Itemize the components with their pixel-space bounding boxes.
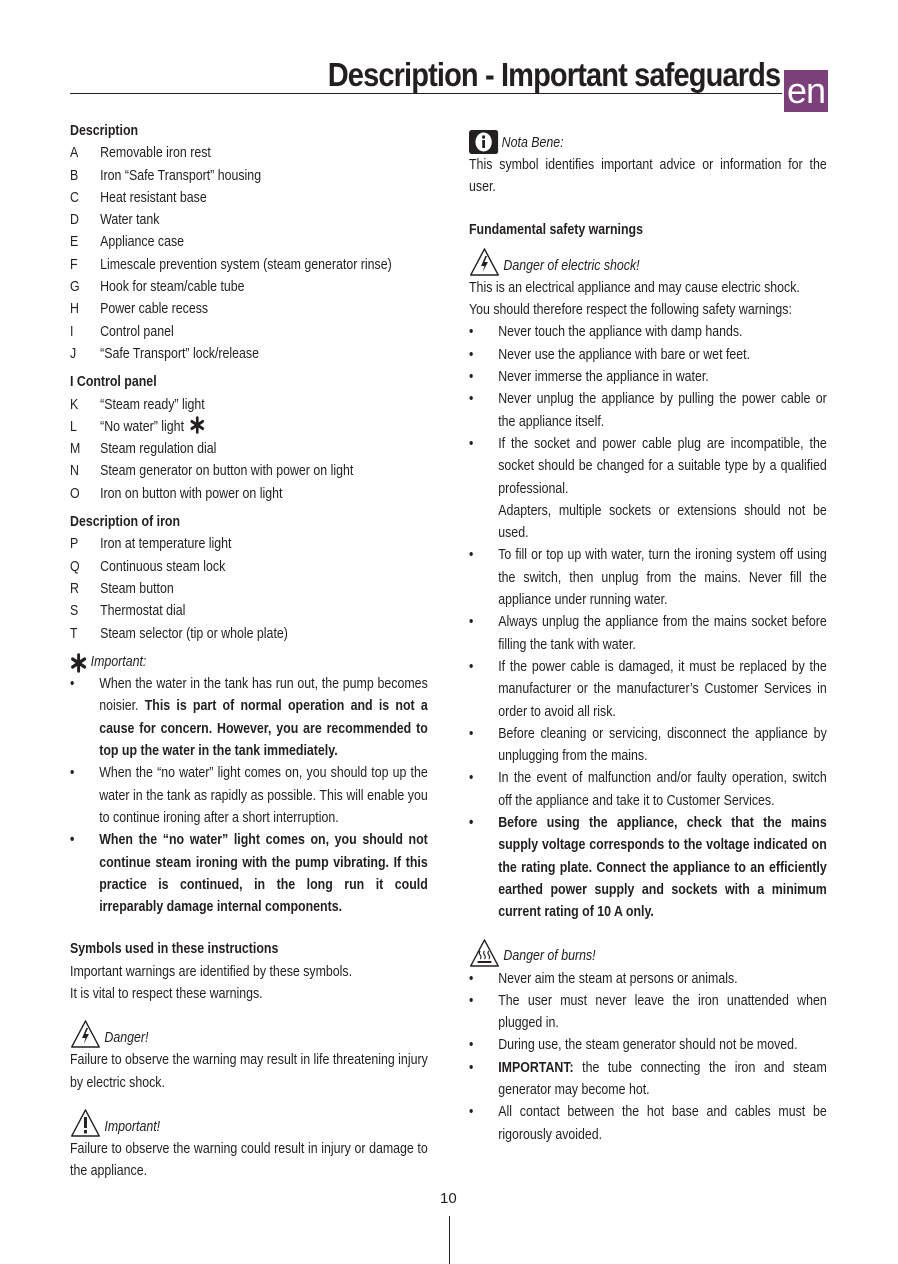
iron-heading: Description of iron [70, 514, 181, 531]
list-item: J “Safe Transport” lock/release [70, 345, 259, 362]
control-panel-heading: I Control panel [70, 374, 157, 391]
list-item: R Steam button [70, 580, 174, 597]
iron-list [70, 533, 428, 644]
right-column [469, 130, 827, 1146]
list-item: • The user must never leave the iron unattended when plugged in. [469, 992, 827, 1032]
danger-header [70, 1019, 428, 1049]
page-rule [449, 1216, 450, 1264]
list-item: • To fill or top up with water, turn the ironing system off using the switch, then unplug from the mains. Never fill the appliance under running water. [469, 547, 827, 609]
safety-heading: Fundamental safety warnings [469, 221, 643, 238]
safety-intro-1: This is an electrical appliance and may cause electric shock. [469, 279, 800, 296]
list-item: M Steam regulation dial [70, 441, 217, 458]
danger-label: Danger! [104, 1029, 149, 1046]
danger-text: Failure to observe the warning may result in life threatening injury by electric shock. [70, 1052, 428, 1091]
list-item: • All contact between the hot base and cables must be rigorously avoided. [469, 1104, 827, 1143]
description-list [70, 142, 428, 365]
burns-header [469, 938, 827, 968]
list-item: O Iron on button with power on light [70, 485, 283, 502]
safety-intro-2: You should therefore respect the following safety warnings: [469, 302, 792, 319]
list-item: G Hook for steam/cable tube [70, 279, 245, 296]
nota-bene-header [469, 130, 827, 154]
list-item: • If the socket and power cable plug are incompatible, the socket should be changed for a suitable type by a qualified professional. Adapters, multiple sockets or extensions should not be used. [469, 435, 827, 542]
list-item: E Appliance case [70, 234, 185, 251]
exclamation-warning-icon [70, 1108, 101, 1138]
list-item: H Power cable recess [70, 301, 209, 318]
hot-surface-warning-icon [469, 938, 500, 968]
list-item: • When the “no water” light comes on, you should top up the water in the tank as rapidly as possible. This will enable you to continue ironing after a short interruption. [70, 765, 428, 826]
nota-bene-label: Nota Bene: [501, 134, 564, 151]
list-item: • Never unplug the appliance by pulling the power cable or the appliance itself. [469, 391, 827, 430]
list-item: • During use, the steam generator should not be moved. [469, 1037, 798, 1054]
asterisk-icon [70, 653, 87, 673]
symbols-line-2: It is vital to respect these warnings. [70, 985, 263, 1002]
page-title: Description - Important safeguards [327, 56, 780, 93]
important-note-header [70, 651, 428, 673]
list-item: T Steam selector (tip or whole plate) [70, 625, 288, 642]
list-item: C Heat resistant base [70, 189, 207, 206]
list-item: D Water tank [70, 212, 160, 229]
list-item: • IMPORTANT: the tube connecting the iron and steam generator may become hot. [469, 1059, 827, 1098]
control-panel-list [70, 394, 428, 505]
list-item: • Never use the appliance with bare or wet feet. [469, 346, 751, 363]
list-item: • Never touch the appliance with damp hands. [469, 324, 743, 341]
list-item: F Limescale prevention system (steam generator rinse) [70, 256, 392, 273]
language-badge: en [784, 70, 828, 112]
left-column [70, 120, 428, 1182]
list-item: • If the power cable is damaged, it must be replaced by the manufacturer or the manufacturer’s Customer Services in order to avoid all risk. [469, 658, 827, 720]
list-item: K “Steam ready” light [70, 396, 205, 413]
shock-header [469, 247, 827, 277]
list-item: B Iron “Safe Transport” housing [70, 167, 262, 184]
list-item: • Never aim the steam at persons or animals. [469, 970, 738, 987]
list-item: • Never immerse the appliance in water. [469, 369, 709, 386]
list-item: • Before cleaning or servicing, disconnect the appliance by unplugging from the mains. [469, 725, 827, 765]
list-item: • In the event of malfunction and/or faulty operation, switch off the appliance and take it to Customer Services. [469, 770, 827, 809]
list-item: • When the water in the tank has run out, the pump becomes noisier. This is part of normal operation and is not a cause for concern. However, you are recommended to top up the water in the tank immediately. [70, 676, 428, 760]
asterisk-icon [189, 416, 204, 434]
important-note-label: Important: [90, 653, 147, 670]
shock-label: Danger of electric shock! [503, 257, 640, 274]
important-label: Important! [104, 1118, 161, 1135]
important-header [70, 1108, 428, 1138]
list-item: I Control panel [70, 323, 174, 340]
electric-shock-warning-icon [70, 1019, 101, 1049]
burns-label: Danger of burns! [503, 948, 596, 965]
description-heading: Description [70, 123, 139, 139]
important-text: Failure to observe the warning could result in injury or damage to the appliance. [70, 1140, 428, 1180]
electric-shock-warning-icon [469, 247, 500, 277]
list-item: N Steam generator on button with power on light [70, 463, 354, 480]
list-item: • Before using the appliance, check that the mains supply voltage corresponds to the voltage indicated on the rating plate. Connect the appliance to an efficiently earthed power supply and sockets with a minimum current rating of 10 A only. [469, 815, 827, 921]
list-item: A Removable iron rest [70, 145, 211, 162]
list-item: • When the “no water” light comes on, you should not continue steam ironing with the pump vibrating. If this practice is continued, in the long run it could irreparably damage internal components. [70, 832, 428, 916]
info-icon [469, 130, 498, 154]
list-item: L “No water” light [70, 416, 428, 438]
page-number: 10 [440, 1190, 457, 1207]
list-item: S Thermostat dial [70, 603, 186, 620]
list-item: • Always unplug the appliance from the mains socket before filling the tank with water. [469, 614, 827, 653]
list-item: P Iron at temperature light [70, 536, 232, 553]
nota-bene-text: This symbol identifies important advice or information for the user. [469, 157, 827, 196]
list-item: Q Continuous steam lock [70, 558, 226, 575]
symbols-line-1: Important warnings are identified by these symbols. [70, 963, 353, 980]
symbols-heading: Symbols used in these instructions [70, 941, 279, 958]
